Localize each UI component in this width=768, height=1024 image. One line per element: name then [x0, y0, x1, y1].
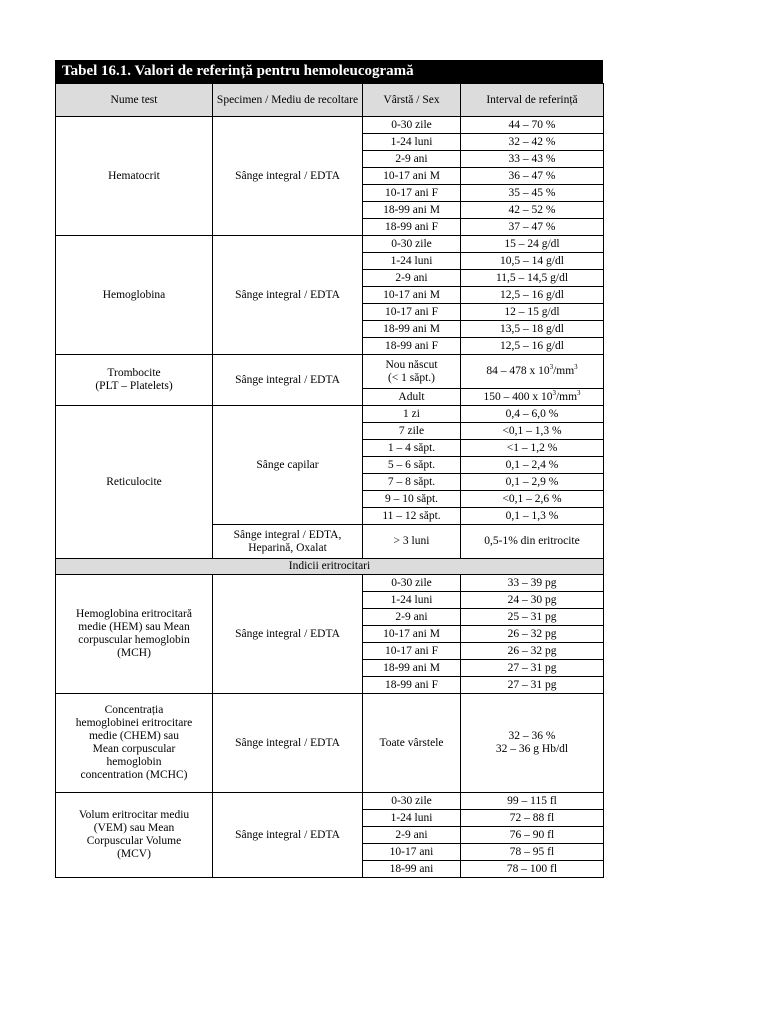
test-name-line: Volum eritrocitar mediu [78, 809, 190, 821]
age-cell: 10-17 ani M [363, 168, 461, 185]
range-cell: 35 – 45 % [461, 185, 604, 202]
age-cell: 18-99 ani F [363, 338, 461, 355]
header-age-sex: Vârstă / Sex [363, 84, 461, 117]
age-cell: 18-99 ani M [363, 321, 461, 338]
range-value: 150 – 400 x 10 [483, 390, 553, 403]
specimen-line: Sânge integral / EDTA, [233, 528, 342, 541]
range-cell: 99 – 115 fl [461, 793, 604, 810]
test-name-line: medie (CHEM) sau [88, 730, 180, 742]
test-name-hem-mch [56, 575, 213, 694]
range-cell: 0,1 – 2,4 % [461, 457, 604, 474]
range-cell: 0,1 – 2,9 % [461, 474, 604, 491]
age-cell: 0-30 zile [363, 575, 461, 592]
age-cell: 1-24 luni [363, 810, 461, 827]
age-cell: 18-99 ani F [363, 677, 461, 694]
range-cell: 24 – 30 pg [461, 592, 604, 609]
age-line: Nou născut [385, 358, 438, 371]
table-row [56, 406, 604, 423]
test-name-line: (VEM) sau Mean [93, 822, 175, 834]
specimen-cell: Sânge integral / EDTA [213, 236, 363, 355]
header-row [56, 84, 604, 117]
test-name-line: hemoglobinei eritrocitare [75, 717, 193, 729]
age-cell: 2-9 ani [363, 609, 461, 626]
table-row [56, 236, 604, 253]
table-row [56, 694, 604, 793]
range-cell: 76 – 90 fl [461, 827, 604, 844]
age-cell: Toate vârstele [363, 694, 461, 793]
age-cell: 11 – 12 săpt. [363, 508, 461, 525]
age-cell: 9 – 10 săpt. [363, 491, 461, 508]
age-cell: 2-9 ani [363, 827, 461, 844]
age-cell: 10-17 ani F [363, 643, 461, 660]
range-unit-exponent: 3 [574, 363, 578, 372]
age-cell: 18-99 ani F [363, 219, 461, 236]
range-cell: 42 – 52 % [461, 202, 604, 219]
range-cell: <1 – 1,2 % [461, 440, 604, 457]
range-cell: 72 – 88 fl [461, 810, 604, 827]
test-name-line: (MCV) [117, 848, 151, 860]
test-name-hemoglobina: Hemoglobina [56, 236, 213, 355]
age-cell: > 3 luni [363, 525, 461, 559]
range-cell: 13,5 – 18 g/dl [461, 321, 604, 338]
range-cell: 32 – 42 % [461, 134, 604, 151]
range-cell: 33 – 39 pg [461, 575, 604, 592]
test-name-line: Trombocite [107, 367, 161, 379]
header-specimen: Specimen / Mediu de recoltare [213, 84, 363, 117]
range-unit-exponent: 3 [577, 388, 581, 397]
table-row [56, 117, 604, 134]
age-cell: 7 zile [363, 423, 461, 440]
reference-table [55, 83, 604, 878]
age-cell [363, 355, 461, 389]
test-name-line: Corpuscular Volume [86, 835, 182, 847]
test-name-line: (MCH) [117, 647, 151, 659]
range-exponent: 3 [549, 363, 554, 372]
age-cell: 0-30 zile [363, 793, 461, 810]
age-cell: 10-17 ani F [363, 185, 461, 202]
test-name-line: concentration (MCHC) [80, 769, 188, 781]
range-cell: 0,4 – 6,0 % [461, 406, 604, 423]
test-name-line: corpuscular hemoglobin [78, 634, 190, 646]
specimen-line: Heparină, Oxalat [248, 541, 327, 554]
age-line: (< 1 săpt.) [387, 371, 436, 384]
range-cell: 15 – 24 g/dl [461, 236, 604, 253]
section-header-indicii: Indicii eritrocitari [56, 559, 604, 575]
specimen-cell: Sânge integral / EDTA [213, 355, 363, 406]
range-cell: 0,5-1% din eritrocite [461, 525, 604, 559]
age-cell: 0-30 zile [363, 236, 461, 253]
test-name-vem-mcv [56, 793, 213, 878]
section-header-row [56, 559, 604, 575]
test-name-line: Mean corpuscular [92, 743, 176, 755]
range-cell: 78 – 95 fl [461, 844, 604, 861]
age-cell: 1-24 luni [363, 592, 461, 609]
age-cell: 1-24 luni [363, 134, 461, 151]
range-cell: 27 – 31 pg [461, 677, 604, 694]
age-cell: 18-99 ani M [363, 202, 461, 219]
range-cell: 36 – 47 % [461, 168, 604, 185]
range-cell [461, 355, 604, 389]
range-cell: <0,1 – 2,6 % [461, 491, 604, 508]
age-cell: Adult [363, 389, 461, 406]
range-unit: /mm [555, 390, 578, 403]
table-row [56, 575, 604, 592]
range-cell: 44 – 70 % [461, 117, 604, 134]
range-cell: 37 – 47 % [461, 219, 604, 236]
reference-table-document [55, 60, 603, 878]
range-cell: 12,5 – 16 g/dl [461, 338, 604, 355]
age-cell: 18-99 ani [363, 861, 461, 878]
range-exponent: 3 [552, 388, 556, 397]
range-cell: 26 – 32 pg [461, 626, 604, 643]
specimen-cell [213, 525, 363, 559]
test-name-hematocrit: Hematocrit [56, 117, 213, 236]
range-cell [461, 694, 604, 793]
age-cell: 2-9 ani [363, 270, 461, 287]
range-cell: 12 – 15 g/dl [461, 304, 604, 321]
range-cell [461, 389, 604, 406]
range-cell: 78 – 100 fl [461, 861, 604, 878]
age-cell: 2-9 ani [363, 151, 461, 168]
specimen-cell: Sânge integral / EDTA [213, 793, 363, 878]
age-cell: 10-17 ani M [363, 626, 461, 643]
test-name-trombocite [56, 355, 213, 406]
range-cell: 25 – 31 pg [461, 609, 604, 626]
range-line: 32 – 36 g Hb/dl [495, 743, 569, 755]
age-cell: 10-17 ani F [363, 304, 461, 321]
range-cell: 27 – 31 pg [461, 660, 604, 677]
age-cell: 1 zi [363, 406, 461, 423]
specimen-cell: Sânge integral / EDTA [213, 575, 363, 694]
range-value: 84 – 478 x 10 [486, 365, 550, 377]
range-cell: <0,1 – 1,3 % [461, 423, 604, 440]
range-line: 32 – 36 % [508, 730, 556, 742]
table-row [56, 355, 604, 389]
test-name-line: (PLT – Platelets) [95, 380, 173, 392]
specimen-cell: Sânge integral / EDTA [213, 117, 363, 236]
specimen-cell: Sânge capilar [213, 406, 363, 525]
age-cell: 1-24 luni [363, 253, 461, 270]
table-title: Tabel 16.1. Valori de referință pentru hemoleucogramă [55, 60, 603, 83]
age-cell: 18-99 ani M [363, 660, 461, 677]
age-cell: 10-17 ani M [363, 287, 461, 304]
test-name-chem-mchc [56, 694, 213, 793]
age-cell: 1 – 4 săpt. [363, 440, 461, 457]
test-name-line: Hemoglobina eritrocitară [76, 608, 192, 620]
range-cell: 12,5 – 16 g/dl [461, 287, 604, 304]
age-cell: 0-30 zile [363, 117, 461, 134]
specimen-cell: Sânge integral / EDTA [213, 694, 363, 793]
header-reference-range: Interval de referință [461, 84, 604, 117]
test-name-line: medie (HEM) sau Mean [78, 621, 190, 633]
range-cell: 11,5 – 14,5 g/dl [461, 270, 604, 287]
header-test-name: Nume test [56, 84, 213, 117]
range-unit: /mm [553, 365, 575, 377]
range-cell: 33 – 43 % [461, 151, 604, 168]
test-name-line: hemoglobin [106, 756, 162, 768]
range-cell: 0,1 – 1,3 % [461, 508, 604, 525]
age-cell: 7 – 8 săpt. [363, 474, 461, 491]
test-name-line: Concentrația [104, 704, 164, 716]
test-name-reticulocite: Reticulocite [56, 406, 213, 559]
table-row [56, 793, 604, 810]
range-cell: 26 – 32 pg [461, 643, 604, 660]
age-cell: 5 – 6 săpt. [363, 457, 461, 474]
range-cell: 10,5 – 14 g/dl [461, 253, 604, 270]
age-cell: 10-17 ani [363, 844, 461, 861]
